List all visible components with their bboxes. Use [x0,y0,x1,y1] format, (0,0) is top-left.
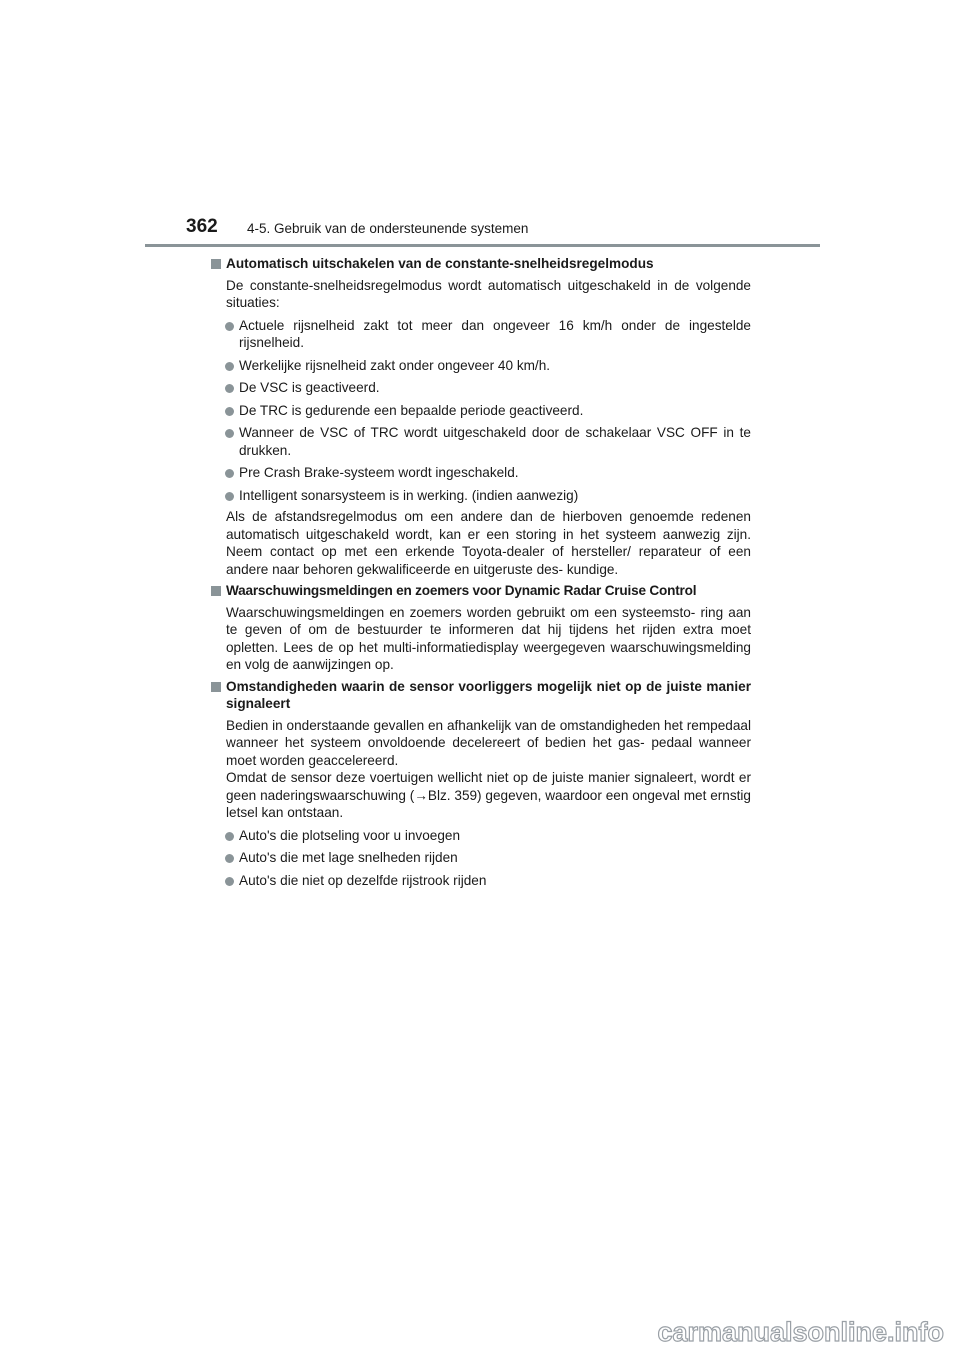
list-item [211,849,751,867]
section-intro: Waarschuwingsmeldingen en zoemers worden gebruikt om een systeemsto- ring aan te geven of om de bestuurder te informeren dat hij tijdens het rijden extra moet opletten. Lees de op het multi-informatiedisplay weergegeven waarschuwingsmelding en volg de aanwijzingen op. [226,604,751,672]
square-bullet-icon [211,682,221,692]
list-item [211,827,751,845]
vehicle-list [211,827,751,890]
section-intro-2: Omdat de sensor deze voertuigen wellicht niet op de juiste manier signaleert, wordt er geen naderingswaarschuwing (→Blz. 359) gegeven, waardoor een ongeval met ernstig letsel kan ontstaan. [226,770,751,820]
round-bullet-icon [225,322,234,331]
list-item [211,402,751,420]
list-item [211,464,751,482]
section-sensor-conditions [211,678,751,890]
round-bullet-icon [225,854,234,863]
list-item-text: Actuele rijsnelheid zakt tot meer dan ongeveer 16 km/h onder de ingestelde rijsnelheid. [239,317,751,350]
round-bullet-icon [225,429,234,438]
list-item-text: De VSC is geactiveerd. [239,380,380,395]
round-bullet-icon [225,469,234,478]
section-intro: Bedien in onderstaande gevallen en afhankelijk van de omstandigheden het rempedaal wanneer het systeem onvoldoende decelereert of bedien het gas- pedaal wanneer moet worden geaccelereerd. [226,717,751,768]
round-bullet-icon [225,832,234,841]
chapter-title: 4-5. Gebruik van de ondersteunende systemen [247,221,529,236]
list-item [211,357,751,375]
section-title [211,678,751,713]
page-number: 362 [186,216,218,237]
square-bullet-icon [211,259,221,269]
round-bullet-icon [225,362,234,371]
list-item-text: Auto's die met lage snelheden rijden [239,850,458,865]
section-title [211,255,751,273]
section-outro: Als de afstandsregelmodus om een andere dan de hierboven genoemde redenen automatisch uitgeschakeld wordt, kan er een storing in het systeem aanwezig zijn. Neem contact op met een erkende Toyota-dealer of hersteller/ reparateur of een andere naar behoren gekwalificeerde en uitgeruste des- kundige. [226,509,751,577]
header-divider [145,244,820,247]
page-header [186,216,820,246]
section-title-text: Omstandigheden waarin de sensor voorliggers mogelijk niet op de juiste manier signaleert [226,678,751,711]
list-item-text: Werkelijke rijsnelheid zakt onder ongeveer 40 km/h. [239,357,551,373]
section-title-text: Automatisch uitschakelen van de constante-snelheidsregelmodus [226,256,654,271]
round-bullet-icon [225,407,234,416]
list-item [211,317,751,352]
round-bullet-icon [225,384,234,393]
list-item-text: Intelligent sonarsysteem is in werking. (indien aanwezig) [239,487,579,503]
list-item [211,872,751,890]
watermark-text: carmanualsonline.info [657,1317,944,1347]
list-item [211,487,751,505]
round-bullet-icon [225,492,234,501]
condition-list [211,317,751,505]
list-item [211,379,751,397]
section-auto-disable [211,255,751,578]
section-title [211,582,751,600]
section-warnings [211,582,751,674]
list-item-text: Pre Crash Brake-systeem wordt ingeschakeld. [239,465,519,480]
list-item [211,424,751,459]
list-item-text: Auto's die plotseling voor u invoegen [239,827,460,843]
list-item-text: Auto's die niet op dezelfde rijstrook rijden [239,872,487,888]
round-bullet-icon [225,877,234,886]
section-title-text: Waarschuwingsmeldingen en zoemers voor Dynamic Radar Cruise Control [226,583,697,598]
main-content [211,255,751,893]
list-item-text: Wanneer de VSC of TRC wordt uitgeschakeld door de schakelaar VSC OFF in te drukken. [239,425,751,458]
list-item-text: De TRC is gedurende een bepaalde periode geactiveerd. [239,402,584,418]
square-bullet-icon [211,586,221,596]
watermark-logo [656,1311,946,1351]
section-intro: De constante-snelheidsregelmodus wordt automatisch uitgeschakeld in de volgende situaties: [226,277,751,310]
